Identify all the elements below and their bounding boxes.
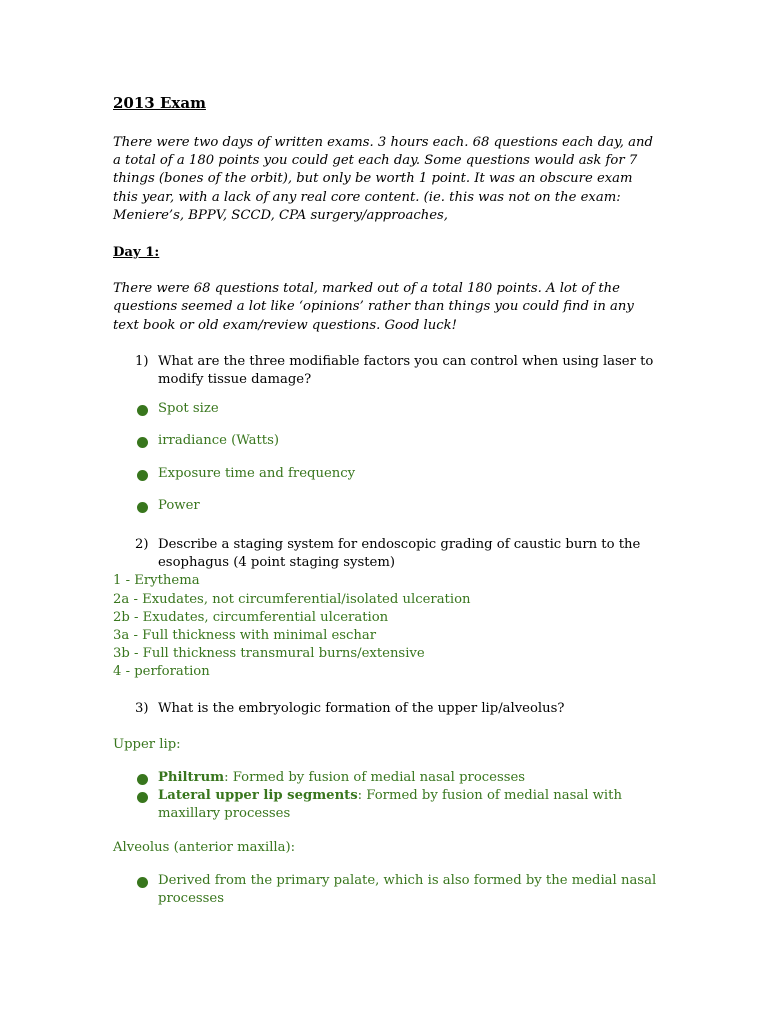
- answer-text: irradiance (Watts): [158, 433, 280, 449]
- upper-lip-list: [113, 769, 658, 824]
- intro-paragraph: There were two days of written exams. 3 hours each. 68 questions each day, and a total of a 180 points you could get each day. Some questions would ask for 7 things (bones of the orbit), but only be worth 1 point. It was an obscure exam this year, with a lack of any real core content. (ie. this was not on the exam: Meniere’s, BPPV, SCCD, CPA surgery/approaches,: [113, 135, 653, 223]
- staging-list: [113, 572, 658, 681]
- answer-text: Power: [158, 497, 200, 513]
- answer-text: Derived from the primary palate, which is also formed by the medial nasal processes: [158, 872, 657, 907]
- bullet-icon: [137, 405, 148, 416]
- list-item: [113, 872, 658, 908]
- bullet-icon: [137, 437, 148, 448]
- list-item: [113, 400, 658, 418]
- stage-line: 3a - Full thickness with minimal eschar: [113, 628, 377, 644]
- question-number: 1): [135, 353, 149, 369]
- stage-line: 1 - Erythema: [113, 573, 200, 589]
- question-3: [113, 700, 658, 718]
- bullet-icon: [137, 774, 148, 785]
- stage-line: 2b - Exudates, circumferential ulceration: [113, 609, 389, 625]
- bullet-icon: [137, 502, 148, 513]
- question-number: 3): [135, 700, 149, 716]
- bullet-icon: [137, 792, 148, 803]
- upper-lip-label: Upper lip:: [113, 736, 181, 752]
- answer-text: Exposure time and frequency: [158, 465, 356, 481]
- stage-line: 2a - Exudates, not circumferential/isolated ulceration: [113, 591, 471, 607]
- stage-line: 3b - Full thickness transmural burns/extensive: [113, 646, 425, 662]
- term: Philtrum: [158, 770, 225, 786]
- list-item: [113, 432, 658, 450]
- bullet-icon: [137, 877, 148, 888]
- bullet-icon: [137, 470, 148, 481]
- question-text: What is the embryologic formation of the upper lip/alveolus?: [158, 700, 565, 716]
- question-1: [113, 353, 658, 389]
- day-intro-paragraph: There were 68 questions total, marked out of a total 180 points. A lot of the questions seemed a lot like ‘opinions’ rather than things you could find in any text book or old exam/review questions. Good luck!: [113, 281, 634, 333]
- term: Lateral upper lip segments: [158, 788, 358, 804]
- question-text: What are the three modifiable factors you can control when using laser to modify tissue damage?: [158, 353, 654, 388]
- alveolus-list: [113, 872, 658, 908]
- answer-list-1: [113, 400, 658, 515]
- question-2: [113, 536, 658, 572]
- answer-text: Spot size: [158, 401, 219, 417]
- stage-line: 4 - perforation: [113, 664, 210, 680]
- question-number: 2): [135, 537, 149, 553]
- document-page: [113, 92, 658, 908]
- day-heading: Day 1:: [113, 245, 160, 261]
- list-item: [113, 769, 658, 787]
- alveolus-label: Alveolus (anterior maxilla):: [113, 839, 296, 855]
- term-description: : Formed by fusion of medial nasal with maxillary processes: [158, 788, 622, 822]
- list-item: [113, 497, 658, 515]
- question-text: Describe a staging system for endoscopic grading of caustic burn to the esophagus (4 point staging system): [158, 537, 641, 571]
- term-description: : Formed by fusion of medial nasal processes: [224, 770, 526, 786]
- list-item: [113, 787, 658, 823]
- list-item: [113, 465, 658, 483]
- page-title: 2013 Exam: [113, 94, 206, 112]
